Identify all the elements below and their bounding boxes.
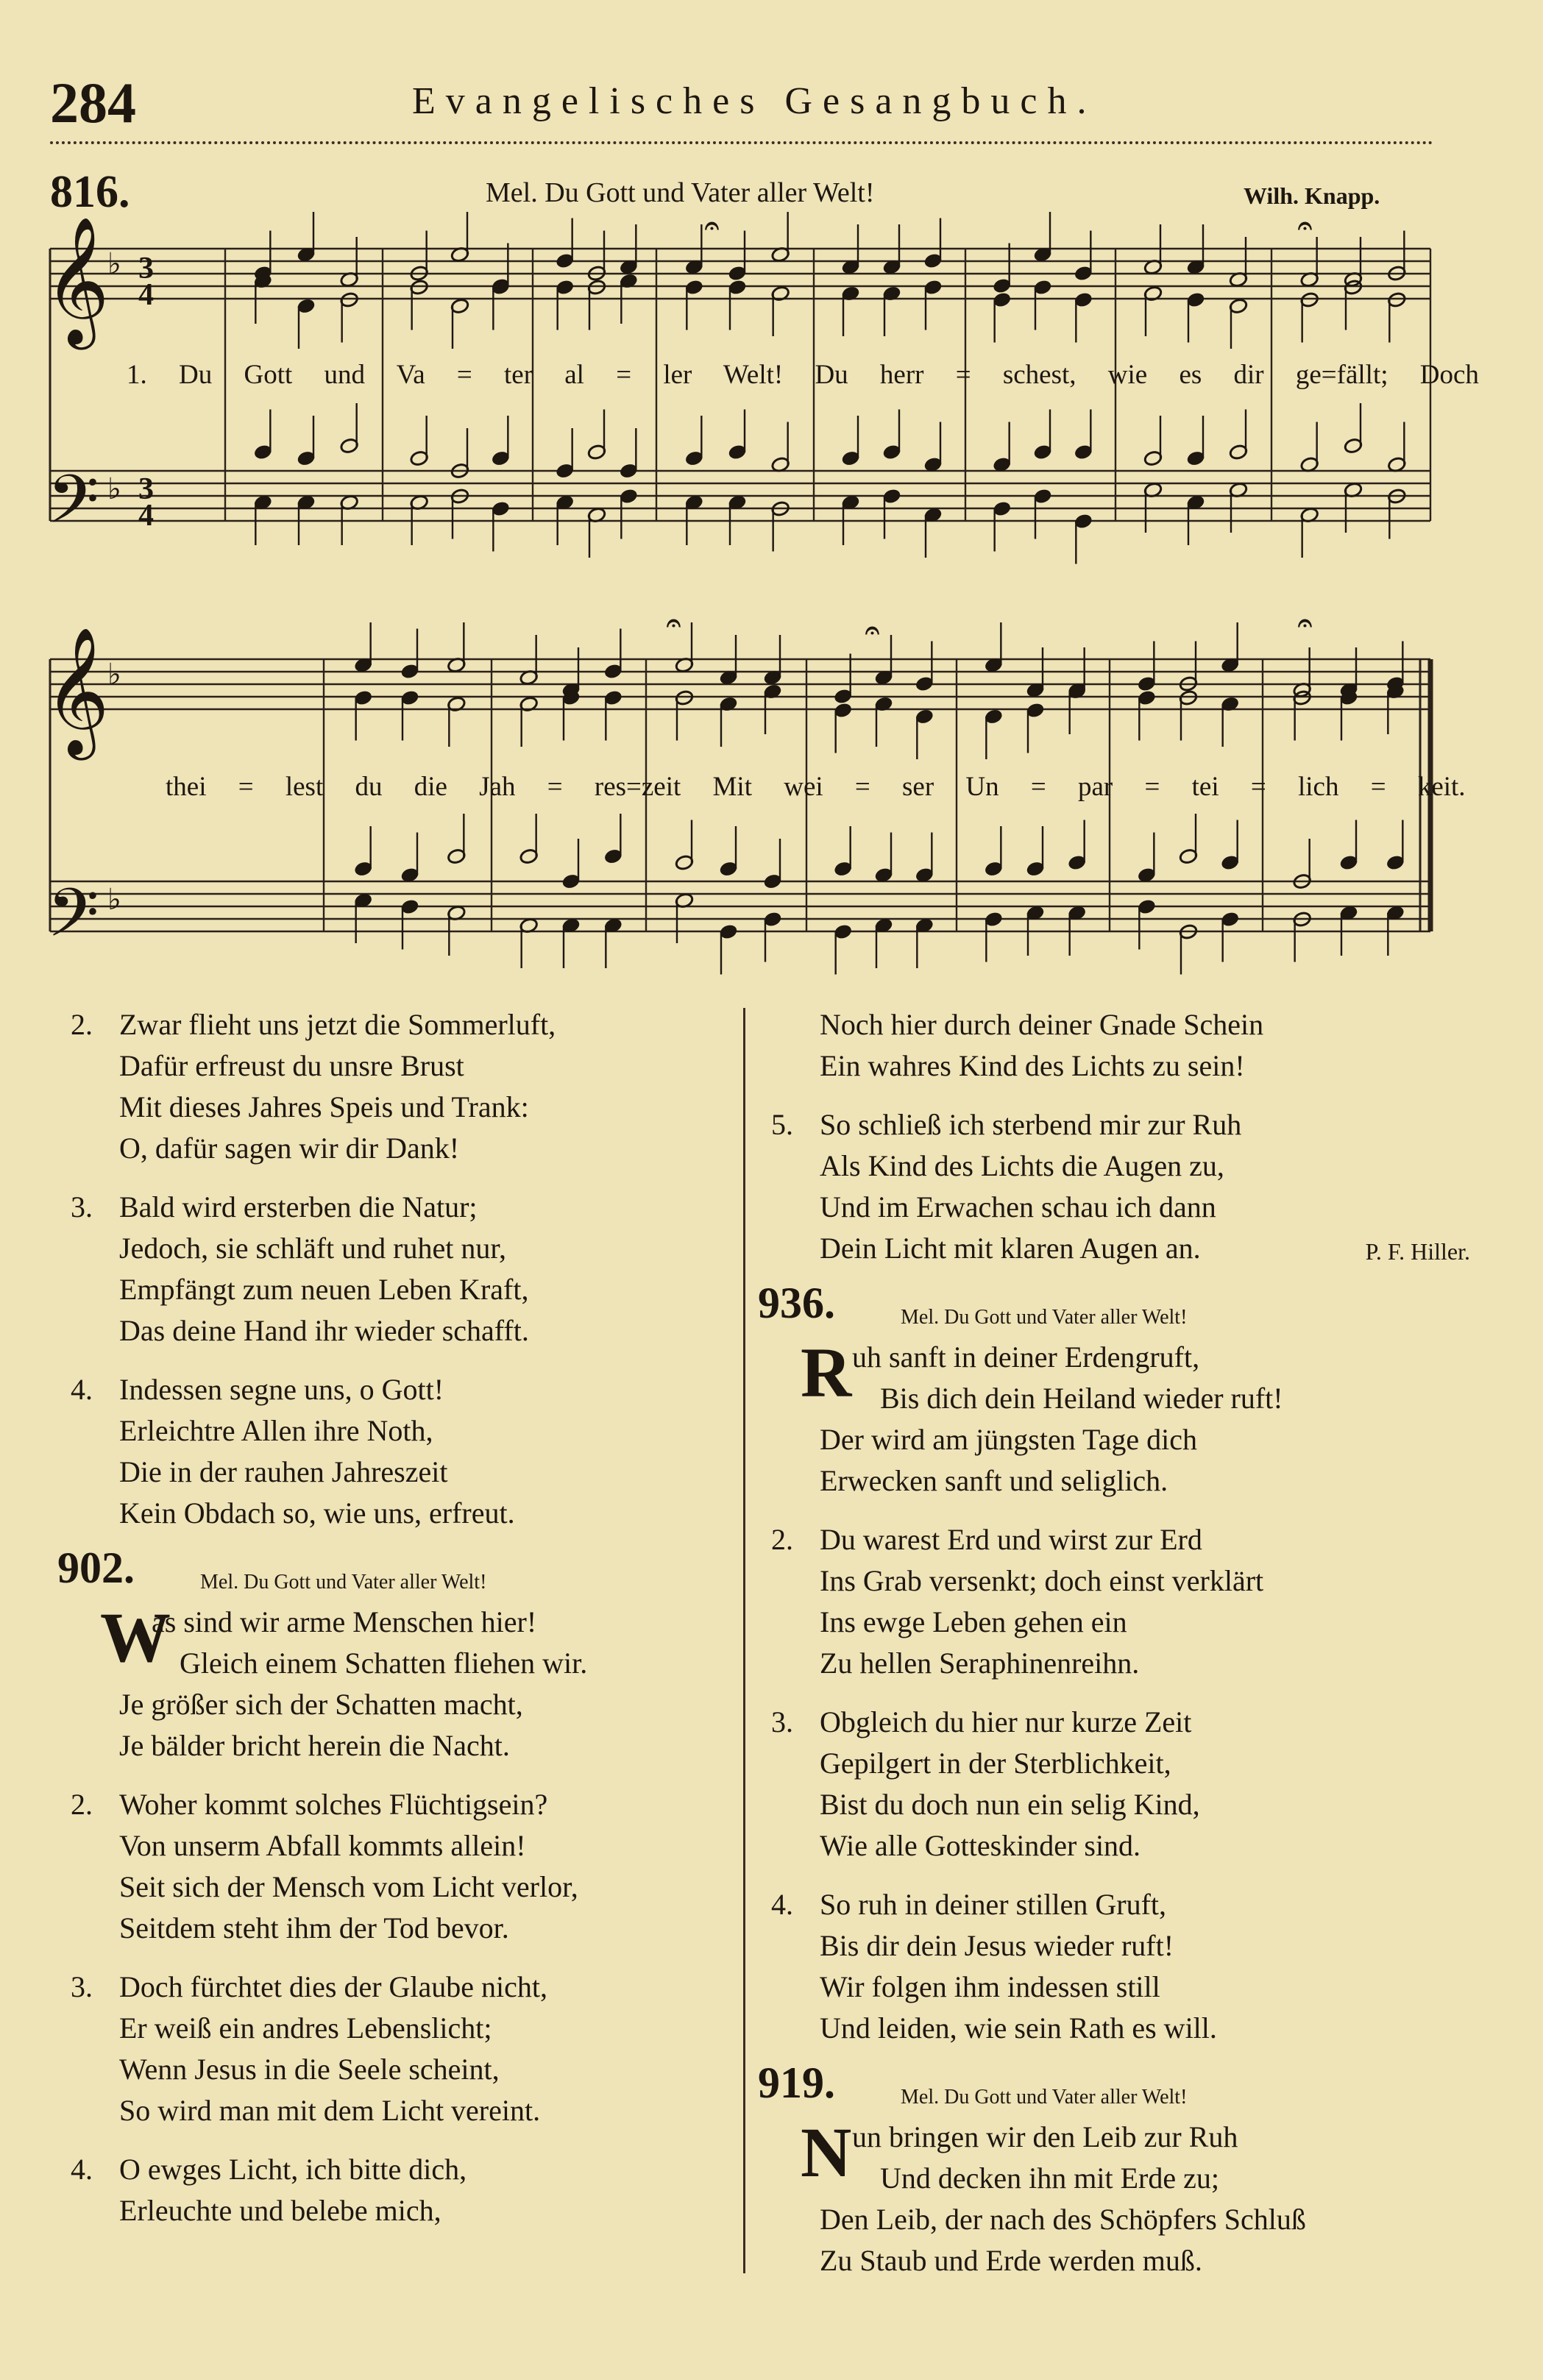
verse-line: Erleichtre Allen ihre Noth, xyxy=(119,1414,433,1447)
verse-line: Erwecken sanft und seliglich. xyxy=(820,1464,1168,1497)
verse-line: Wir folgen ihm indessen still xyxy=(820,1970,1160,2003)
hymn-919-melody: Mel. Du Gott und Vater aller Welt! xyxy=(901,2086,1188,2109)
hymn-816-melody: Mel. Du Gott und Vater aller Welt! xyxy=(486,177,875,208)
hymn-902-author: P. F. Hiller. xyxy=(1365,1238,1470,1265)
verse-902-4 xyxy=(71,2149,733,2231)
running-head: Evangelisches Gesangbuch. xyxy=(412,80,1097,122)
verse-line: Und im Erwachen schau ich dann xyxy=(820,1190,1216,1223)
right-column xyxy=(758,1004,1470,2299)
verse-816-4 xyxy=(71,1369,733,1534)
verse-902-4-continued xyxy=(771,1004,1470,1087)
verse-936-3 xyxy=(771,1702,1470,1866)
hymn-936-number: 936. xyxy=(758,1279,835,1327)
hymn-936-header xyxy=(758,1279,1470,1332)
verse-line: Ein wahres Kind des Lichts zu sein! xyxy=(820,1049,1245,1082)
clefs xyxy=(44,219,154,967)
drop-cap: R xyxy=(801,1333,852,1412)
verse-816-3 xyxy=(71,1187,733,1351)
verse-line: Bald wird ersterben die Natur; xyxy=(119,1190,478,1223)
verse-line: Den Leib, der nach des Schöpfers Schluß xyxy=(820,2203,1306,2236)
verse-number: 3. xyxy=(771,1705,793,1738)
bass-clef-1: 𝄢 xyxy=(47,463,99,553)
verse-936-1 xyxy=(771,1333,1470,1502)
verse-line: Von unserm Abfall kommts allein! xyxy=(119,1829,526,1862)
verse-line: Erleuchte und belebe mich, xyxy=(119,2194,441,2227)
verse-line: O ewges Licht, ich bitte dich, xyxy=(119,2153,467,2186)
verse-line: Und decken ihn mit Erde zu; xyxy=(880,2161,1219,2195)
verse-line-text: Dein Licht mit klaren Augen an. xyxy=(820,1232,1201,1265)
hymn-902-melody: Mel. Du Gott und Vater aller Welt! xyxy=(200,1571,487,1594)
verse-line: So ruh in deiner stillen Gruft, xyxy=(820,1888,1167,1921)
verse-line: Bist du doch nun ein selig Kind, xyxy=(820,1788,1200,1821)
fermata: 𝄐 xyxy=(1298,610,1312,637)
time-sig-bottom-2: 4 xyxy=(138,499,154,533)
verse-line: Als Kind des Lichts die Augen zu, xyxy=(820,1149,1224,1182)
verse-902-1 xyxy=(71,1598,733,1766)
verse-line: So wird man mit dem Licht vereint. xyxy=(119,2094,541,2127)
verse-line: Wenn Jesus in die Seele scheint, xyxy=(119,2053,500,2086)
page-number: 284 xyxy=(50,71,136,135)
notes xyxy=(253,212,1406,975)
verse-line xyxy=(771,1228,1470,1269)
hymn-816-lyrics-line-2: thei = lest du die Jah = res=zeit Mit wei = ser Un = par = tei = lich = keit. xyxy=(166,772,1466,802)
verse-line: Bis dir dein Jesus wieder ruft! xyxy=(820,1929,1174,1962)
verse-line: Je bälder bricht herein die Nacht. xyxy=(119,1729,510,1762)
time-sig-bottom-1: 4 xyxy=(138,278,154,312)
fermata: 𝄐 xyxy=(1298,213,1312,240)
verse-line: Ins Grab versenkt; doch einst verklärt xyxy=(820,1564,1264,1597)
verse-number: 2. xyxy=(71,1008,93,1041)
flat-1a: ♭ xyxy=(107,247,121,280)
verse-line: Noch hier durch deiner Gnade Schein xyxy=(820,1008,1264,1041)
verse-number: 4. xyxy=(71,1373,93,1406)
verse-line: un bringen wir den Leib zur Ruh xyxy=(852,2120,1238,2153)
hymn-919-number: 919. xyxy=(758,2058,835,2107)
verse-line: Dafür erfreust du unsre Brust xyxy=(119,1049,464,1082)
left-column xyxy=(57,1004,733,2249)
verse-line: O, dafür sagen wir dir Dank! xyxy=(119,1132,460,1165)
verse-line: So schließ ich sterbend mir zur Ruh xyxy=(820,1108,1242,1141)
verse-line: Und leiden, wie sein Rath es will. xyxy=(820,2011,1217,2045)
verse-number: 3. xyxy=(71,1970,93,2003)
hymn-936-melody: Mel. Du Gott und Vater aller Welt! xyxy=(901,1306,1188,1329)
verse-line: Doch fürchtet dies der Glaube nicht, xyxy=(119,1970,548,2003)
time-sig-top-1: 3 xyxy=(138,252,154,285)
verse-902-5 xyxy=(771,1104,1470,1269)
verse-line: Der wird am jüngsten Tage dich xyxy=(820,1423,1197,1456)
verse-902-2 xyxy=(71,1784,733,1949)
verse-line: Zu hellen Seraphinenreihn. xyxy=(820,1647,1140,1680)
hymn-902-number: 902. xyxy=(57,1544,135,1592)
staff-lines xyxy=(50,249,1430,931)
hymn-816-number: 816. xyxy=(50,167,130,217)
verse-number: 3. xyxy=(71,1190,93,1223)
verse-line: Ins ewge Leben gehen ein xyxy=(820,1605,1127,1638)
treble-clef-2: 𝄞 xyxy=(44,630,110,753)
verse-line: Jedoch, sie schläft und ruhet nur, xyxy=(119,1232,507,1265)
verse-line: Empfängt zum neuen Leben Kraft, xyxy=(119,1273,529,1306)
flat-1b: ♭ xyxy=(107,472,121,505)
verse-line: as sind wir arme Menschen hier! xyxy=(152,1605,537,1638)
hymn-919-header xyxy=(758,2058,1470,2112)
column-divider xyxy=(743,1008,745,2273)
verse-line: Zwar flieht uns jetzt die Sommerluft, xyxy=(119,1008,556,1041)
verse-line: Woher kommt solches Flüchtigsein? xyxy=(119,1788,548,1821)
fermata: 𝄐 xyxy=(667,610,681,637)
treble-clef-1: 𝄞 xyxy=(44,220,110,342)
verse-line: Kein Obdach so, wie uns, erfreut. xyxy=(119,1496,515,1530)
flat-2b: ♭ xyxy=(107,883,121,916)
verse-line: Die in der rauhen Jahreszeit xyxy=(119,1455,448,1488)
verse-line: Zu Staub und Erde werden muß. xyxy=(820,2244,1202,2277)
verse-line: Das deine Hand ihr wieder schafft. xyxy=(119,1314,529,1347)
verse-number: 4. xyxy=(771,1888,793,1921)
verse-919-1 xyxy=(771,2113,1470,2281)
hymn-816-author: Wilh. Knapp. xyxy=(1244,182,1380,209)
time-sig-top-2: 3 xyxy=(138,472,154,506)
verse-936-2 xyxy=(771,1519,1470,1684)
verse-902-3 xyxy=(71,1967,733,2131)
verse-line: Gleich einem Schatten fliehen wir. xyxy=(180,1647,588,1680)
verse-line: Obgleich du hier nur kurze Zeit xyxy=(820,1705,1192,1738)
verse-line: uh sanft in deiner Erdengruft, xyxy=(852,1340,1200,1374)
fermata: 𝄐 xyxy=(865,617,879,644)
verse-number: 2. xyxy=(771,1523,793,1556)
verse-line: Seit sich der Mensch vom Licht verlor, xyxy=(119,1870,578,1903)
verse-line: Gepilgert in der Sterblichkeit, xyxy=(820,1747,1171,1780)
verse-line: Du warest Erd und wirst zur Erd xyxy=(820,1523,1202,1556)
verse-line: Er weiß ein andres Lebenslicht; xyxy=(119,2011,492,2045)
verse-936-4 xyxy=(771,1884,1470,2049)
verse-line: Mit dieses Jahres Speis und Trank: xyxy=(119,1090,529,1123)
verse-816-2 xyxy=(71,1004,733,1169)
verse-line: Seitdem steht ihm der Tod bevor. xyxy=(119,1911,509,1944)
verse-number: 5. xyxy=(771,1108,793,1141)
verse-line: Indessen segne uns, o Gott! xyxy=(119,1373,444,1406)
hymn-816-lyrics-line-1: 1. Du Gott und Va = ter al = ler Welt! Du herr = schest, wie es dir ge=fällt; Doch xyxy=(127,360,1479,390)
verse-number: 4. xyxy=(71,2153,93,2186)
hymn-902-header xyxy=(57,1544,733,1597)
bass-clef-2: 𝄢 xyxy=(47,877,99,967)
drop-cap: N xyxy=(801,2113,852,2192)
music-score xyxy=(0,0,1543,986)
flat-2a: ♭ xyxy=(107,658,121,691)
verse-line: Bis dich dein Heiland wieder ruft! xyxy=(880,1382,1283,1415)
verse-line: Wie alle Gotteskinder sind. xyxy=(820,1829,1141,1862)
verse-line: Je größer sich der Schatten macht, xyxy=(119,1688,523,1721)
fermata: 𝄐 xyxy=(705,213,719,240)
drop-cap: W xyxy=(100,1598,171,1677)
verse-number: 2. xyxy=(71,1788,93,1821)
